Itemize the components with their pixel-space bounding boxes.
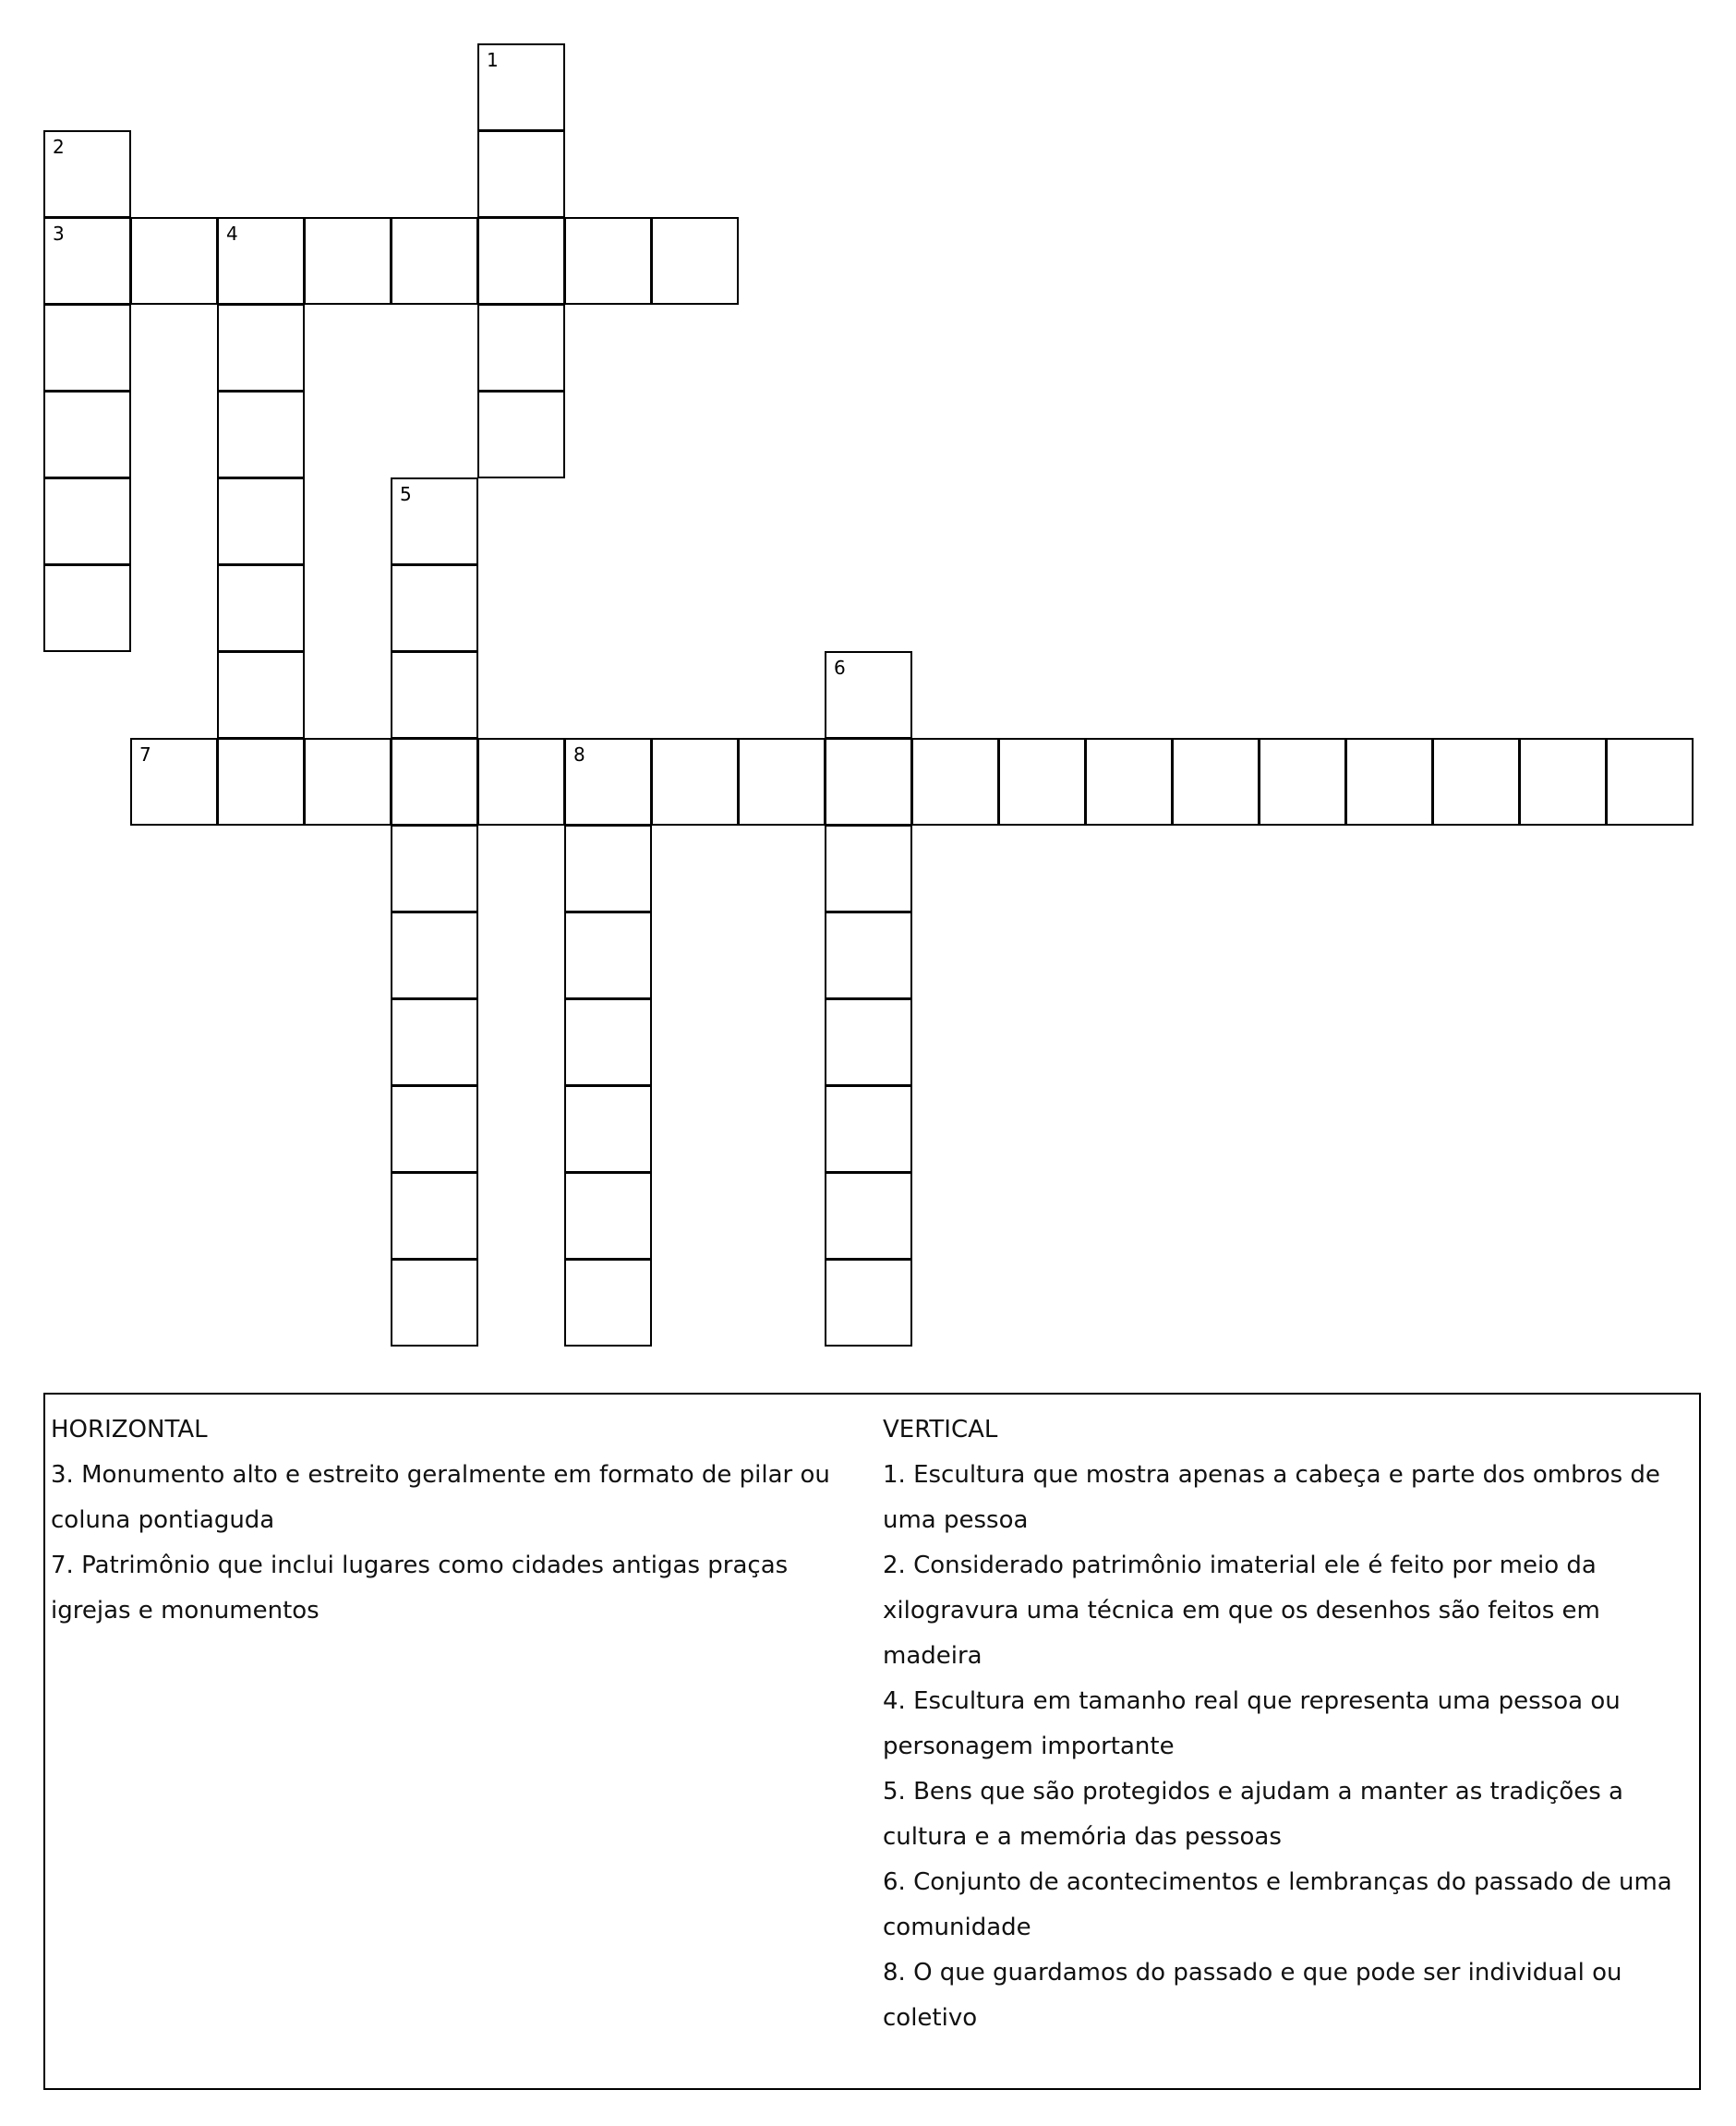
- horizontal-clue: 7. Patrimônio que inclui lugares como cidades antigas praças igrejas e monumentos: [51, 1552, 789, 1625]
- crossword-cell[interactable]: [477, 217, 565, 305]
- crossword-cell[interactable]: [130, 217, 218, 305]
- crossword-cell[interactable]: [1432, 738, 1520, 826]
- crossword-cell[interactable]: [564, 1259, 652, 1347]
- clue-number: 8: [573, 743, 585, 766]
- crossword-cell[interactable]: [391, 738, 478, 826]
- crossword-cell[interactable]: [43, 130, 131, 218]
- crossword-cell[interactable]: [217, 304, 305, 392]
- crossword-cell[interactable]: [391, 564, 478, 652]
- crossword-cell[interactable]: [564, 217, 652, 305]
- crossword-cell[interactable]: [391, 1259, 478, 1347]
- crossword-cell[interactable]: [217, 217, 305, 305]
- crossword-cell[interactable]: [564, 1172, 652, 1260]
- crossword-cell[interactable]: [911, 738, 999, 826]
- clue-number: 4: [226, 223, 238, 245]
- crossword-cell[interactable]: [477, 130, 565, 218]
- vertical-clue: 8. O que guardamos do passado e que pode ser individual ou coletivo: [883, 1959, 1622, 2032]
- vertical-clues: [883, 1407, 1695, 2041]
- vertical-clue: 1. Escultura que mostra apenas a cabeça e parte dos ombros de uma pessoa: [883, 1461, 1660, 1534]
- crossword-cell[interactable]: [391, 1172, 478, 1260]
- crossword-cell[interactable]: [477, 43, 565, 131]
- crossword-cell[interactable]: [564, 1085, 652, 1173]
- vertical-clue: 5. Bens que são protegidos e ajudam a manter as tradições a cultura e a memória das pessoas: [883, 1778, 1623, 1851]
- crossword-cell[interactable]: [217, 391, 305, 478]
- crossword-cell[interactable]: [825, 738, 912, 826]
- crossword-cell[interactable]: [825, 825, 912, 912]
- crossword-cell[interactable]: [304, 217, 392, 305]
- crossword-cell[interactable]: [825, 1085, 912, 1173]
- vertical-clue: 6. Conjunto de acontecimentos e lembranças do passado de uma comunidade: [883, 1868, 1672, 1941]
- crossword-cell[interactable]: [825, 998, 912, 1086]
- clue-number: 7: [139, 743, 151, 766]
- vertical-clue: 2. Considerado patrimônio imaterial ele é feito por meio da xilogravura uma técnica em que os desenhos são feitos em madeira: [883, 1552, 1600, 1670]
- crossword-cell[interactable]: [217, 564, 305, 652]
- clues-panel: [43, 1393, 1701, 2090]
- crossword-cell[interactable]: [391, 651, 478, 739]
- crossword-cell[interactable]: [477, 304, 565, 392]
- crossword-cell[interactable]: [651, 217, 739, 305]
- crossword-cell[interactable]: [998, 738, 1086, 826]
- crossword-cell[interactable]: [564, 825, 652, 912]
- crossword-cell[interactable]: [564, 738, 652, 826]
- crossword-cell[interactable]: [304, 738, 392, 826]
- crossword-cell[interactable]: [477, 391, 565, 478]
- clue-number: 2: [53, 136, 65, 158]
- vertical-heading: VERTICAL: [883, 1416, 998, 1444]
- vertical-clue: 4. Escultura em tamanho real que representa uma pessoa ou personagem importante: [883, 1687, 1621, 1760]
- crossword-cell[interactable]: [43, 217, 131, 305]
- crossword-cell[interactable]: [564, 998, 652, 1086]
- crossword-cell[interactable]: [391, 998, 478, 1086]
- crossword-cell[interactable]: [391, 912, 478, 999]
- crossword-cell[interactable]: [1259, 738, 1346, 826]
- crossword-cell[interactable]: [738, 738, 826, 826]
- clue-number: 6: [834, 657, 846, 679]
- crossword-cell[interactable]: [217, 738, 305, 826]
- horizontal-clue: 3. Monumento alto e estreito geralmente em formato de pilar ou coluna pontiaguda: [51, 1461, 830, 1534]
- crossword-cell[interactable]: [1085, 738, 1173, 826]
- crossword-cell[interactable]: [391, 1085, 478, 1173]
- crossword-cell[interactable]: [1172, 738, 1260, 826]
- crossword-cell[interactable]: [43, 304, 131, 392]
- clue-number: 5: [400, 483, 412, 505]
- clue-number: 1: [487, 49, 499, 71]
- crossword-cell[interactable]: [43, 391, 131, 478]
- horizontal-heading: HORIZONTAL: [51, 1416, 208, 1444]
- crossword-cell[interactable]: [825, 1172, 912, 1260]
- crossword-cell[interactable]: [217, 477, 305, 565]
- crossword-cell[interactable]: [825, 912, 912, 999]
- crossword-cell[interactable]: [43, 477, 131, 565]
- clue-number: 3: [53, 223, 65, 245]
- crossword-cell[interactable]: [217, 651, 305, 739]
- crossword-cell[interactable]: [391, 825, 478, 912]
- crossword-cell[interactable]: [130, 738, 218, 826]
- crossword-cell[interactable]: [825, 1259, 912, 1347]
- horizontal-clues: [51, 1407, 873, 1634]
- crossword-cell[interactable]: [391, 217, 478, 305]
- crossword-cell[interactable]: [1519, 738, 1607, 826]
- crossword-cell[interactable]: [477, 738, 565, 826]
- crossword-cell[interactable]: [43, 564, 131, 652]
- crossword-cell[interactable]: [1345, 738, 1433, 826]
- crossword-cell[interactable]: [825, 651, 912, 739]
- crossword-cell[interactable]: [564, 912, 652, 999]
- crossword-cell[interactable]: [391, 477, 478, 565]
- crossword-cell[interactable]: [1606, 738, 1694, 826]
- crossword-cell[interactable]: [651, 738, 739, 826]
